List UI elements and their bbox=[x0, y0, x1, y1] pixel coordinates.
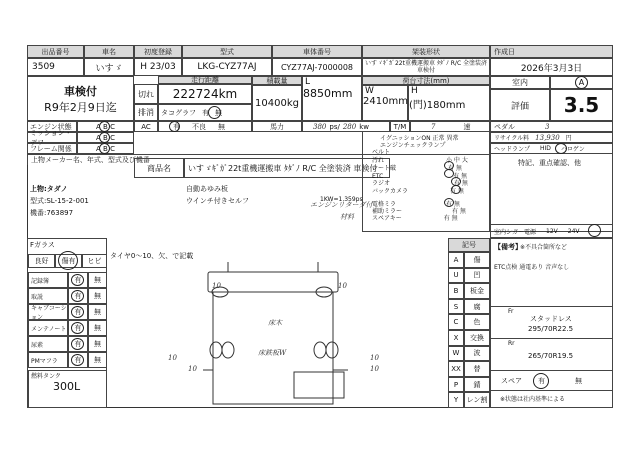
recycle-box bbox=[490, 132, 613, 143]
value-equipment: いすゞｷﾞｶﾞ22t重機運搬車 ﾀﾀﾞﾉ R/C 全塗装済車検付 bbox=[362, 58, 490, 76]
eq-ignition: イグニッションON 正常 異常 bbox=[380, 135, 459, 142]
frame-circle bbox=[99, 143, 110, 154]
length-box bbox=[302, 76, 362, 121]
legend-name: 交換 bbox=[464, 330, 490, 346]
label-equipment: 架装形状 bbox=[362, 45, 490, 58]
power-unit: ps/ bbox=[329, 122, 340, 131]
winch: ウインチ付き bbox=[186, 197, 228, 205]
value-first-reg: H 23/03 bbox=[134, 58, 182, 76]
tire-front-left: 10 bbox=[212, 282, 221, 290]
pedal-label: ペダル bbox=[494, 122, 515, 131]
inspection-box bbox=[27, 76, 134, 121]
tire-rear-left-2: 10 bbox=[188, 365, 197, 373]
engine-label: エンジン状態 bbox=[27, 121, 77, 132]
eq-seat: シート破 有 無 bbox=[372, 165, 462, 172]
ac-no: 無 bbox=[218, 122, 225, 131]
kw-note: 1KW=1.359ps bbox=[320, 196, 363, 203]
legend-name: 色 bbox=[464, 314, 490, 330]
etc-note: ETC点検 通電あり 音声なし bbox=[494, 264, 570, 271]
eq-radio: ラジオ 有 無 bbox=[372, 180, 468, 187]
headlight-hid: HID bbox=[540, 145, 551, 152]
legend-name: 波 bbox=[464, 346, 490, 362]
legend-name: 傷 bbox=[464, 252, 490, 268]
checklist-label: 尿素 bbox=[28, 336, 68, 352]
capacity-label: 積載量 bbox=[252, 76, 302, 85]
checklist-no: 無 bbox=[88, 320, 107, 336]
checklist-yes: 有 bbox=[68, 304, 88, 320]
gear-value: 7 bbox=[431, 122, 436, 131]
torque-unit: kw bbox=[359, 122, 369, 131]
body-serial: 機番:763897 bbox=[30, 209, 74, 217]
cargo-label: 荷台寸法(mm) bbox=[362, 76, 490, 85]
recycle-label: リサイクル料 bbox=[494, 135, 530, 142]
legend-code: W bbox=[448, 346, 464, 362]
engine-circle bbox=[99, 121, 110, 132]
gear-box bbox=[410, 121, 490, 132]
engine-grade: A B C bbox=[77, 121, 134, 132]
tacho-circle bbox=[208, 106, 221, 119]
legend-name: レン割 bbox=[464, 392, 490, 408]
eq-circle-4 bbox=[451, 185, 461, 194]
checklist-yes: 有 bbox=[68, 320, 88, 336]
tm-label: T/M bbox=[390, 121, 410, 132]
label-maker: 車名 bbox=[84, 45, 134, 58]
legend-code: XX bbox=[448, 361, 464, 377]
pedal-value: 3 bbox=[545, 122, 550, 131]
width-label: W bbox=[365, 86, 374, 96]
product-name-label: 商品名 bbox=[134, 158, 184, 178]
legend-name: 凹 bbox=[464, 268, 490, 284]
tire-divider-2 bbox=[490, 338, 613, 339]
value-model: LKG-CYZ77AJ bbox=[182, 58, 272, 76]
eq-spare-key: スペアキー 有 無 bbox=[372, 215, 458, 222]
fglass-scratch: 傷有 bbox=[55, 254, 82, 268]
tacho-yes: 有 bbox=[202, 108, 209, 117]
label-created: 作成日 bbox=[490, 45, 613, 58]
tacho-no: 無 bbox=[215, 108, 222, 117]
checklist-yes: 有 bbox=[68, 288, 88, 304]
headlight-circle bbox=[555, 143, 567, 154]
ac-yes: 有 bbox=[173, 122, 180, 131]
checklist-label: メンテノート bbox=[28, 320, 68, 336]
height-label: H bbox=[411, 86, 418, 96]
legend-code: Y bbox=[448, 392, 464, 408]
ac-bad: 不良 bbox=[192, 122, 206, 131]
legend-code: C bbox=[448, 314, 464, 330]
remark-body: ※不具合箇所など bbox=[520, 244, 568, 251]
product-name-value: いすゞｷﾞｶﾞ22t重機運搬車 ﾀﾀﾞﾉ R/C 全塗装済 車検付 bbox=[184, 158, 390, 178]
width-value: 2410mm bbox=[363, 96, 408, 107]
tire-divider-4 bbox=[490, 390, 613, 391]
checklist-circle bbox=[71, 290, 84, 302]
deck-note: 床木 bbox=[268, 319, 282, 327]
value-chassis: CYZ77AJ-7000008 bbox=[272, 58, 362, 76]
capacity-value: 10400kg bbox=[252, 85, 302, 121]
fglass-good: 良好 bbox=[28, 254, 55, 268]
cigar-label: 室内シガー電源 bbox=[494, 228, 537, 236]
fglass-crack: ヒビ bbox=[82, 254, 107, 268]
checklist-yes: 有 bbox=[68, 352, 88, 368]
exhaust-label: 排消 bbox=[134, 104, 158, 121]
spare-no: 無 bbox=[575, 377, 582, 385]
inspection-label: 車検付 bbox=[64, 84, 97, 98]
legend-code: X bbox=[448, 330, 464, 346]
ac-label: AC bbox=[134, 121, 158, 132]
tire-divider-1 bbox=[490, 306, 613, 307]
eq-assist: 補助ミラー 有 無 bbox=[372, 208, 466, 215]
tacho-label: タコグラフ bbox=[161, 108, 196, 117]
tire-front-right: 10 bbox=[338, 282, 347, 290]
headlight-label: ヘッドランプ bbox=[494, 146, 531, 153]
value-stock-no: 3509 bbox=[27, 58, 84, 76]
mission-grade: A B C bbox=[77, 132, 134, 143]
spare-circle bbox=[533, 373, 549, 389]
interior-grade: A bbox=[550, 76, 613, 89]
label-model: 型式 bbox=[182, 45, 272, 58]
legend-code: B bbox=[448, 283, 464, 299]
checklist-label: 取説 bbox=[28, 288, 68, 304]
winch-type: セルフ bbox=[228, 197, 249, 205]
value-created: 2026年3月3日 bbox=[490, 58, 613, 76]
pedal-box bbox=[490, 121, 613, 132]
length-label: L bbox=[305, 77, 311, 87]
tire-divider-3 bbox=[490, 370, 613, 371]
frame-label: フレーム関係 bbox=[27, 143, 77, 154]
power-value: 380 bbox=[313, 122, 327, 131]
rr-label: Rr bbox=[508, 340, 515, 347]
headlight-halogen: ハロゲン bbox=[560, 146, 585, 153]
mission-label: ミッション・デフ bbox=[27, 132, 77, 143]
tire-rear-right-2: 10 bbox=[370, 365, 379, 373]
torque-value: 280 bbox=[342, 122, 357, 131]
hand-note-2: 材料 bbox=[340, 213, 354, 221]
interior-circle bbox=[575, 76, 588, 89]
checklist-no: 無 bbox=[88, 272, 107, 288]
label-first-reg: 初度登録 bbox=[134, 45, 182, 58]
checklist-circle bbox=[71, 274, 84, 286]
side-note: 床鉄板W bbox=[258, 349, 287, 357]
eq-warning: エンジンチェックランプ bbox=[380, 142, 446, 149]
power-box bbox=[302, 121, 390, 132]
gear-unit: 速 bbox=[463, 122, 471, 131]
height-box bbox=[408, 85, 490, 121]
legend-name: 腐 bbox=[464, 299, 490, 315]
fr-label: Fr bbox=[508, 308, 514, 315]
score-value: 3.5 bbox=[550, 89, 613, 121]
checklist-label: PMマフラ bbox=[28, 352, 68, 368]
width-box bbox=[362, 85, 408, 121]
eq-etc: ETC 有 無 bbox=[372, 173, 468, 180]
eq-belt: ベルト bbox=[372, 149, 391, 156]
special-label: 特記、重点確認、他 bbox=[518, 159, 581, 167]
fr-size: 295/70R22.5 bbox=[528, 325, 574, 333]
legend-name: 替 bbox=[464, 361, 490, 377]
eq-back-camera: バックカメラ 有 無 bbox=[372, 188, 464, 195]
ac-circle bbox=[169, 121, 180, 132]
legend-name: 板金 bbox=[464, 283, 490, 299]
eq-dirt: 汚れ 小 中 大 bbox=[372, 157, 468, 164]
fuel-box bbox=[28, 370, 107, 408]
checklist-label: 記録簿 bbox=[28, 272, 68, 288]
checklist-yes: 有 bbox=[68, 336, 88, 352]
tacho-box bbox=[158, 104, 252, 121]
fuel-label: 燃料タンク bbox=[31, 373, 61, 380]
checklist-no: 無 bbox=[88, 352, 107, 368]
notes-label: 上物メーカー名、年式、型式及び機番 bbox=[27, 154, 490, 165]
checklist-no: 無 bbox=[88, 304, 107, 320]
checklist-circle bbox=[71, 322, 84, 334]
mileage-value: 222724km bbox=[158, 84, 252, 104]
remark-title: 【備考】 bbox=[494, 243, 522, 251]
fuel-value: 300L bbox=[53, 380, 81, 393]
score-label: 評価 bbox=[490, 89, 550, 121]
label-stock-no: 出品番号 bbox=[27, 45, 84, 58]
checklist-circle bbox=[71, 354, 84, 366]
rr-size: 265/70R19.5 bbox=[528, 352, 574, 360]
checklist-label: キャブコーション bbox=[28, 304, 68, 320]
checklist-circle bbox=[71, 338, 84, 350]
mileage-label: 走行距離 bbox=[158, 76, 252, 84]
checklist-no: 無 bbox=[88, 288, 107, 304]
checklist-no: 無 bbox=[88, 336, 107, 352]
tire-footer: ※状態は社内基準による bbox=[500, 396, 566, 403]
truck-outline bbox=[203, 262, 348, 404]
fglass-circle bbox=[58, 251, 78, 270]
fglass-title: Fガラス bbox=[30, 241, 55, 249]
legend-name: 錆 bbox=[464, 377, 490, 393]
spare-label: スペア bbox=[501, 377, 522, 385]
tire-rear-left-1: 10 bbox=[168, 354, 177, 362]
legend-code: A bbox=[448, 252, 464, 268]
eq-power-mirror: 電格ミラ 有 無 bbox=[372, 201, 460, 208]
legend-code: U bbox=[448, 268, 464, 284]
body-model: 型式:SL-15-2-001 bbox=[30, 197, 89, 205]
auto-plate: 自動あゆみ板 bbox=[186, 185, 228, 193]
tire-note: タイヤ0～10、欠、で記載 bbox=[110, 252, 194, 260]
cigar-12v: 12V bbox=[546, 227, 558, 235]
legend-code: S bbox=[448, 299, 464, 315]
headlight-box bbox=[490, 143, 613, 154]
legend-code: P bbox=[448, 377, 464, 393]
odo-label: 切れ bbox=[134, 84, 158, 104]
checklist-circle bbox=[71, 306, 84, 318]
legend-title: 記号 bbox=[448, 238, 490, 252]
tire-rear-right-1: 10 bbox=[370, 354, 379, 362]
eq-circle-5 bbox=[444, 198, 454, 207]
checklist-yes: 有 bbox=[68, 272, 88, 288]
value-maker: いすゞ bbox=[84, 58, 134, 76]
label-chassis: 車体番号 bbox=[272, 45, 362, 58]
recycle-value: 13,930 bbox=[535, 133, 560, 142]
frame-grade: A B C bbox=[77, 143, 134, 154]
interior-label: 室内 bbox=[490, 76, 550, 89]
spare-yes: 有 bbox=[538, 377, 545, 385]
inspection-date: R9年2月9日迄 bbox=[44, 100, 117, 114]
body-maker: 上物:タダノ bbox=[30, 185, 68, 193]
power-label: 馬力 bbox=[252, 121, 302, 132]
fr-type: スタッドレス bbox=[530, 315, 572, 323]
length-value: 8850mm bbox=[303, 87, 353, 100]
height-value: (門)180mm bbox=[409, 100, 466, 111]
cigar-circle bbox=[588, 224, 601, 237]
cigar-24v: 24V bbox=[567, 227, 580, 235]
hand-note: エンジンリターダ付 bbox=[310, 201, 373, 209]
recycle-unit: 円 bbox=[565, 135, 572, 142]
mission-circle bbox=[99, 132, 110, 143]
truck-diagram bbox=[108, 260, 448, 408]
